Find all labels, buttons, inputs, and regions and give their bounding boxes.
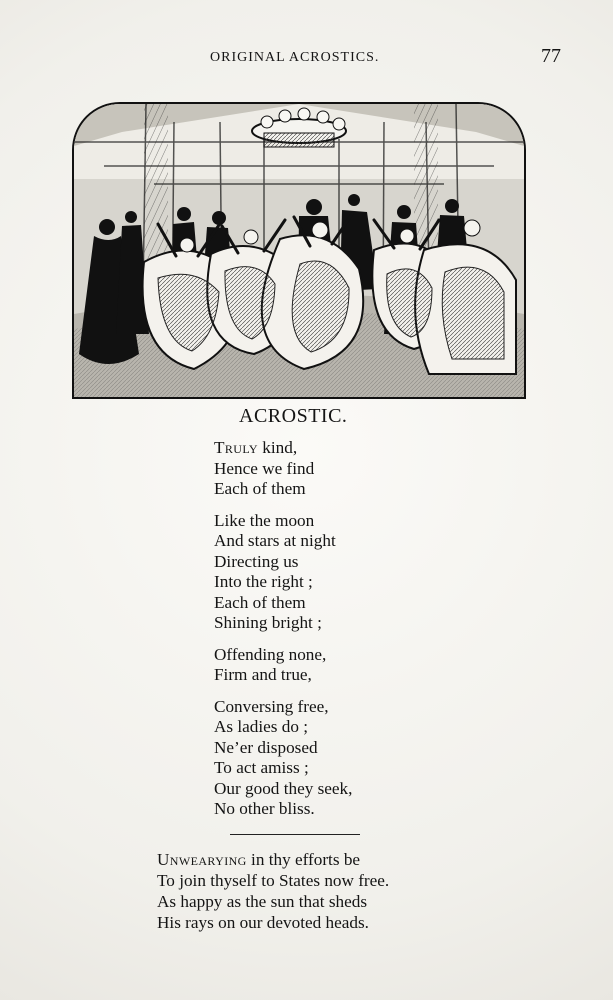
poem-line: Hence we find (214, 458, 315, 478)
closing-verse (157, 849, 487, 933)
poem-line: Our good they seek, (214, 778, 353, 798)
poem-line: To act amiss ; (214, 758, 309, 777)
poem-line: Firm and true, (214, 665, 312, 684)
acrostic-initial-word: Truly (214, 438, 258, 457)
poem-line-text: kind, (257, 438, 298, 457)
poem-line: Directing us (214, 551, 299, 571)
poem-line: And stars at night (214, 531, 336, 550)
closing-line: His rays on our devoted heads. (157, 913, 369, 932)
closing-initial-word: Unwearying (157, 850, 247, 869)
poem-line: As ladies do ; (214, 717, 309, 736)
poem-line: Each of them (214, 592, 306, 612)
running-title: ORIGINAL ACROSTICS. (210, 50, 380, 65)
closing-line (157, 849, 487, 870)
poem-line: Into the right ; (214, 572, 313, 591)
poem-line: Conversing free, (214, 696, 329, 716)
poem-line: Like the moon (214, 510, 315, 530)
acrostic-poem (214, 438, 494, 831)
poem-line: No other bliss. (214, 799, 315, 818)
section-divider (230, 834, 360, 835)
acrostic-title: ACROSTIC. (239, 405, 348, 427)
stanza (214, 438, 494, 500)
ballroom-dance-engraving-icon (74, 104, 524, 397)
poem-line: Each of them (214, 479, 306, 498)
poem-line (214, 438, 494, 459)
poem-line: Offending none, (214, 644, 327, 664)
page-number: 77 (541, 45, 561, 67)
poem-line: Shining bright ; (214, 613, 322, 632)
stanza (214, 697, 494, 820)
ballroom-dance-engraving (72, 102, 526, 399)
stanza (214, 511, 494, 634)
stanza (214, 645, 494, 686)
closing-line-text: in thy efforts be (246, 850, 361, 869)
poem-line: Ne’er disposed (214, 737, 318, 757)
closing-line: To join thyself to States now free. (157, 871, 390, 890)
closing-line: As happy as the sun that sheds (157, 892, 368, 911)
